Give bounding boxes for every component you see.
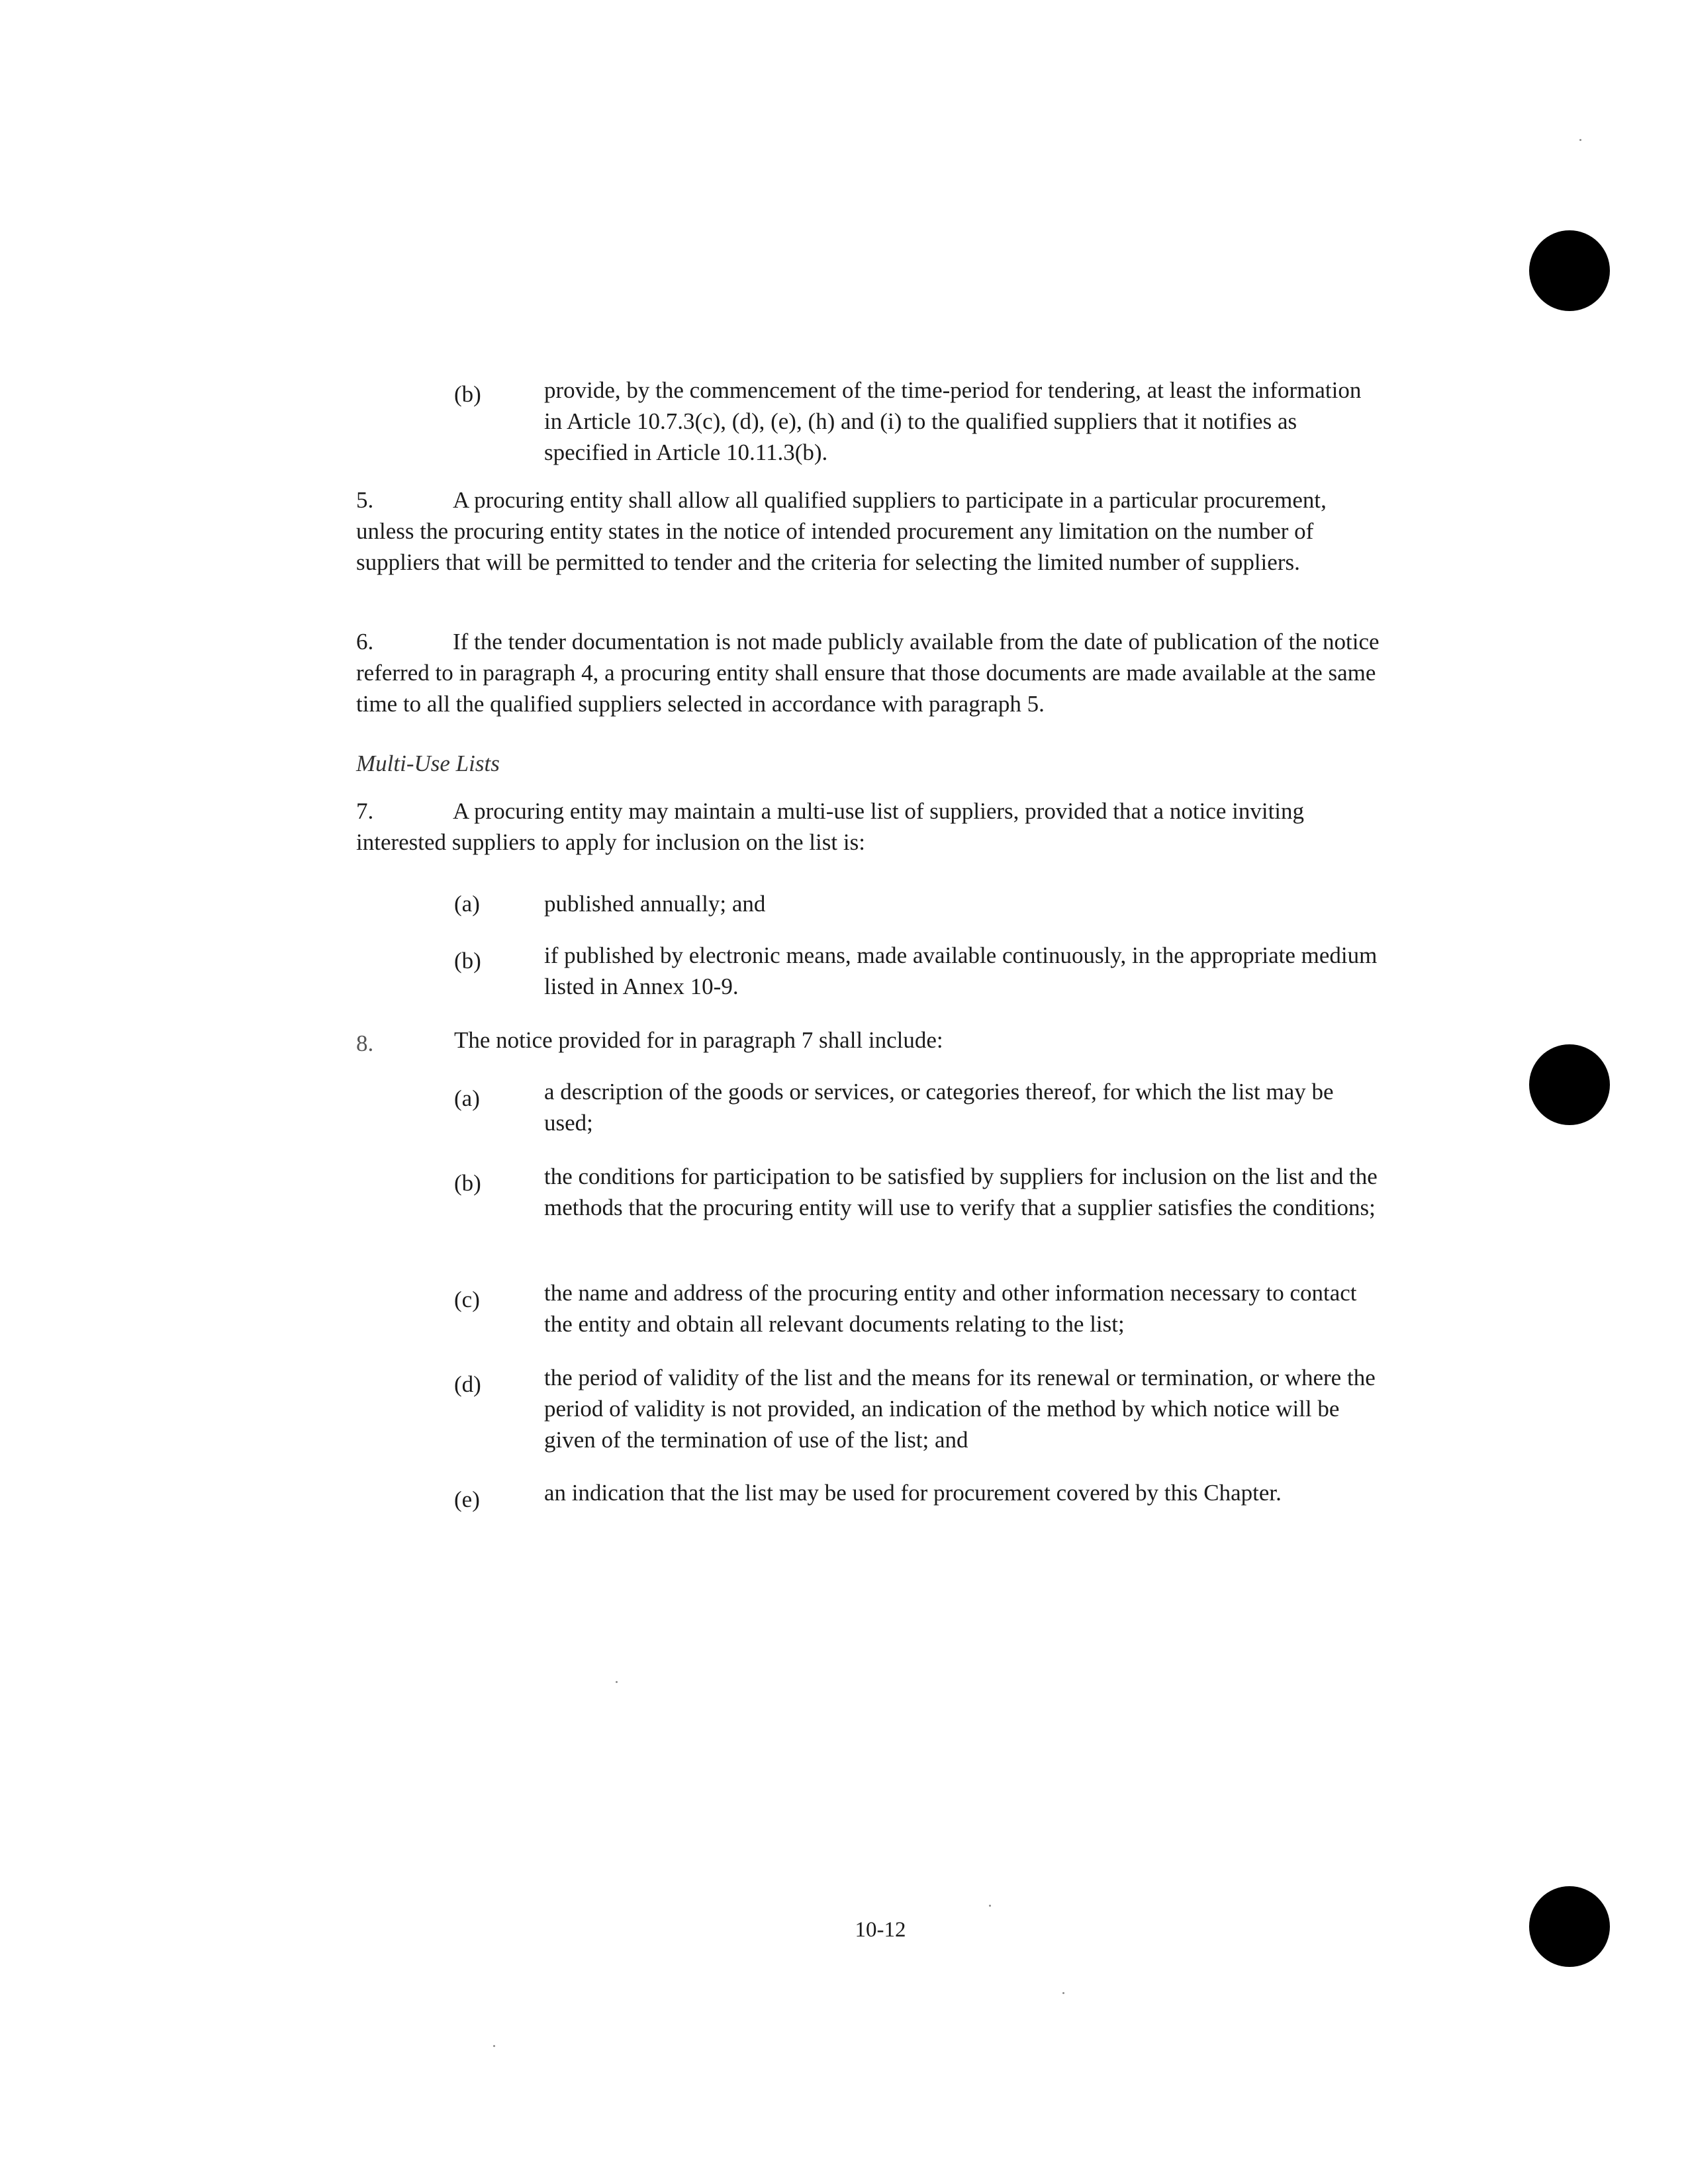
- paragraph-number: 7.: [356, 798, 374, 824]
- scan-speck: [1579, 139, 1581, 141]
- paragraph-7: [356, 796, 1383, 858]
- item-label: (b): [454, 381, 481, 407]
- scan-speck: [1062, 1992, 1064, 1994]
- item-label: (d): [454, 1371, 481, 1397]
- binder-hole-bottom: [1529, 1886, 1610, 1967]
- paragraph-6: [356, 626, 1383, 719]
- item-label: (e): [454, 1486, 480, 1512]
- item-text: the conditions for participation to be satisfied by suppliers for inclusion on the list and the methods that the procuring entity will use to verify that a supplier satisfies the conditions;: [544, 1163, 1378, 1220]
- item-label: (b): [454, 1170, 481, 1196]
- page-number: 10-12: [855, 1918, 906, 1942]
- item-label: (a): [454, 1085, 480, 1111]
- scan-speck: [989, 1905, 991, 1907]
- item-label: (c): [454, 1287, 480, 1312]
- paragraph-text: The notice provided for in paragraph 7 shall include:: [454, 1027, 943, 1053]
- item-label: (a): [454, 891, 480, 917]
- scan-speck: [616, 1681, 618, 1683]
- item-text: published annually; and: [544, 891, 766, 917]
- item-text: if published by electronic means, made available continuously, in the appropriate medium listed in Annex 10-9.: [544, 942, 1378, 999]
- item-text: the period of validity of the list and the means for its renewal or termination, or where the period of validity is not provided, an indication of the method by which notice will be given of the termination of use of the list; and: [544, 1365, 1376, 1453]
- paragraph-number: 8.: [356, 1030, 374, 1056]
- item-text: a description of the goods or services, or categories thereof, for which the list may be used;: [544, 1079, 1334, 1136]
- item-text: the name and address of the procuring entity and other information necessary to contact the entity and obtain all relevant documents relating to the list;: [544, 1280, 1357, 1337]
- paragraph-text: If the tender documentation is not made publicly available from the date of publication of the notice referred to in paragraph 4, a procuring entity shall ensure that those documents are made available at the same time to all the qualified suppliers selected in accordance with paragraph 5.: [356, 629, 1380, 717]
- paragraph-text: A procuring entity may maintain a multi-use list of suppliers, provided that a notice inviting interested suppliers to apply for inclusion on the list is:: [356, 798, 1305, 855]
- paragraph-5: [356, 484, 1383, 578]
- section-heading: Multi-Use Lists: [356, 751, 500, 776]
- paragraph-number: 6.: [356, 629, 374, 655]
- item-text: an indication that the list may be used for procurement covered by this Chapter.: [544, 1480, 1282, 1506]
- paragraph-number: 5.: [356, 487, 374, 513]
- binder-hole-top: [1529, 230, 1610, 311]
- scan-speck: [493, 2045, 495, 2047]
- item-text: provide, by the commencement of the time-period for tendering, at least the information in Article 10.7.3(c), (d), (e), (h) and (i) to the qualified suppliers that it notifies as specified in Article 10.11.3(b).: [544, 377, 1362, 465]
- binder-hole-middle: [1529, 1044, 1610, 1125]
- paragraph-text: A procuring entity shall allow all qualified suppliers to participate in a particular procurement, unless the procuring entity states in the notice of intended procurement any limitation on the number of suppliers that will be permitted to tender and the criteria for selecting the limited number of suppliers.: [356, 487, 1327, 575]
- item-label: (b): [454, 948, 481, 974]
